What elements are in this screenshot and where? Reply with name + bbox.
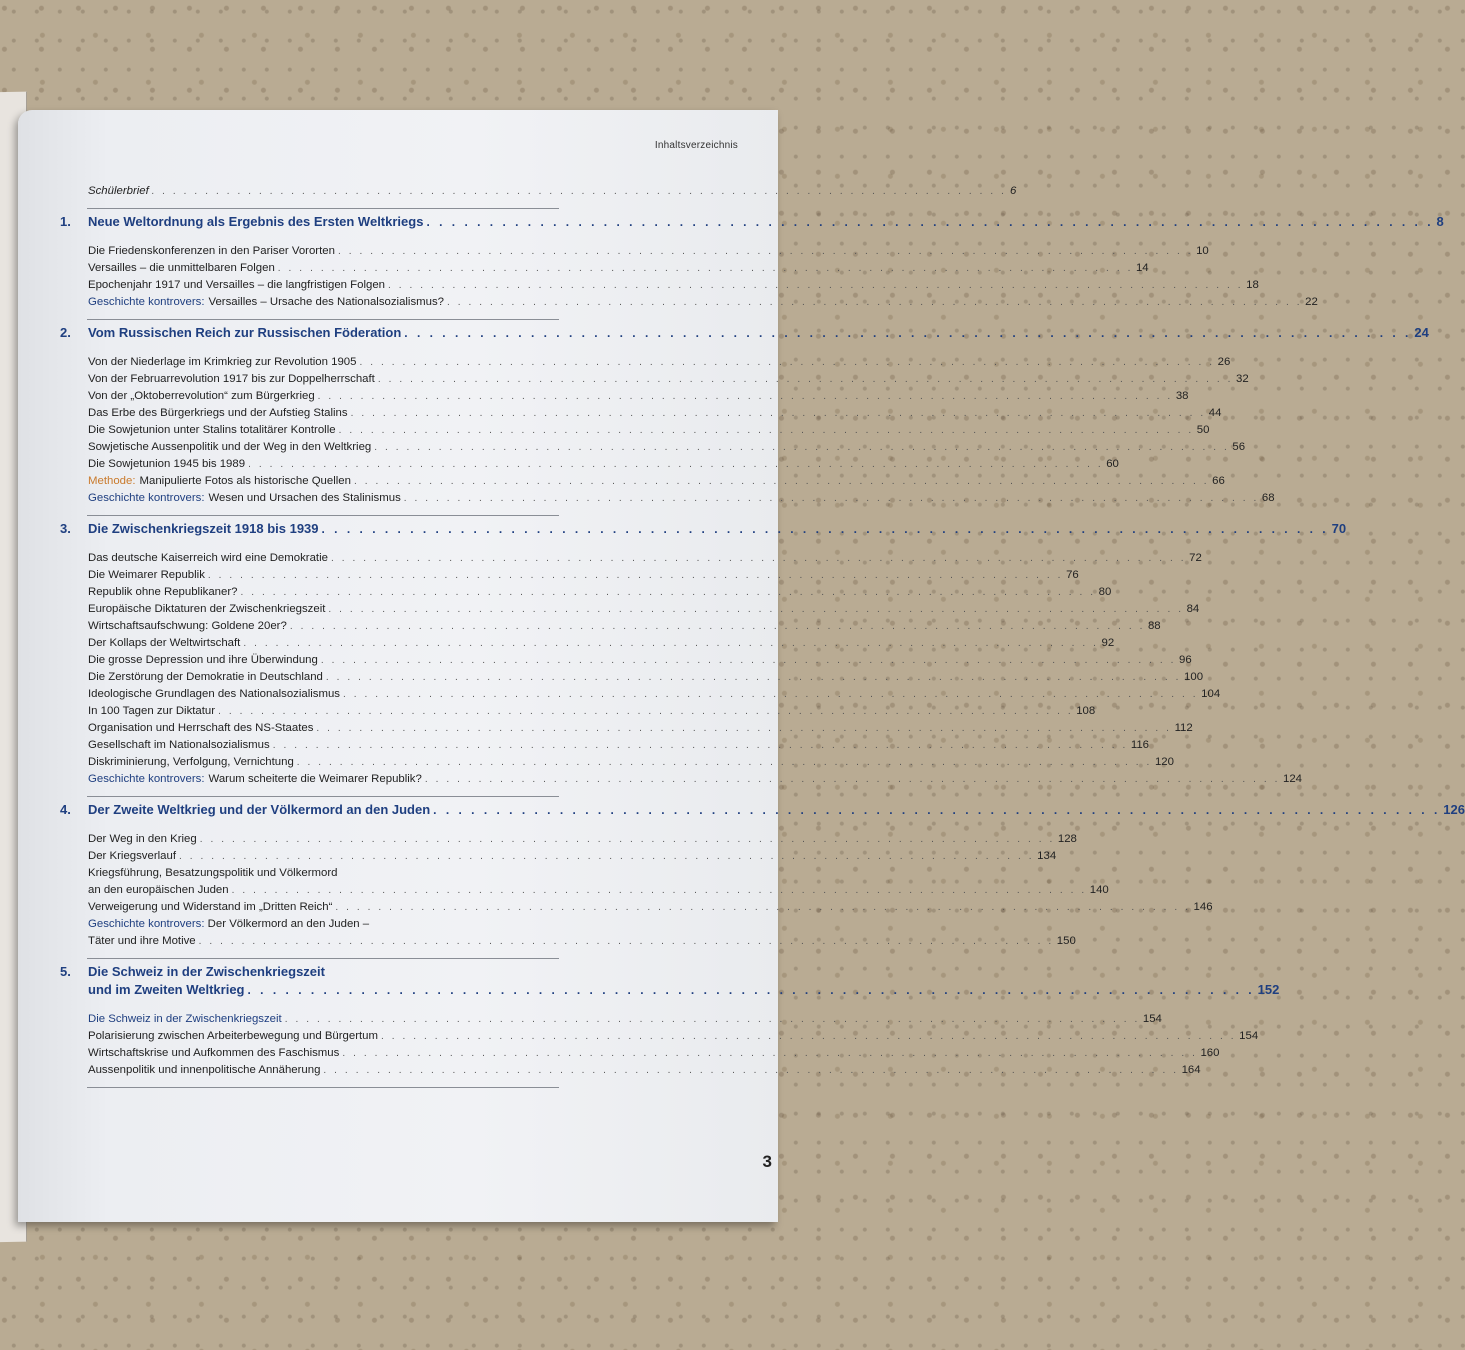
dot-leader: . . . . . . . . . . . . . . . . . . . . . . . . . . . . . . . . . . . . . . . . . . . . . . . . . . . . . . . . . . . . . . . . . . . . . . . . . . . . . . . .	[433, 803, 1441, 817]
entry-page: 68	[1261, 492, 1275, 504]
dot-leader: . . . . . . . . . . . . . . . . . . . . . . . . . . . . . . . . . . . . . . . . . . . . . . . . . . . . . . . . . . . . . . . . . . . . . . . . . . . . . . . .	[426, 215, 1434, 229]
divider	[87, 319, 559, 320]
chapter-title-line1	[60, 963, 558, 981]
entry-label: Diskriminierung, Verfolgung, Vernichtung	[88, 756, 294, 768]
entry-page: 14	[1135, 262, 1149, 274]
entry-prefix: Geschichte kontrovers:	[88, 773, 205, 785]
toc-entry[interactable]	[88, 771, 1303, 788]
toc-entry[interactable]	[88, 720, 1193, 737]
entry-label: Epochenjahr 1917 und Versailles – die langfristigen Folgen	[88, 279, 385, 291]
entry-label: Polarisierung zwischen Arbeiterbewegung und Bürgertum	[88, 1030, 378, 1042]
running-header: Inhaltsverzeichnis	[654, 140, 738, 151]
entry-page: 164	[1181, 1064, 1201, 1076]
toc-entry[interactable]	[88, 490, 1275, 507]
entry-page: 56	[1232, 441, 1246, 453]
toc-entry[interactable]	[88, 1062, 1201, 1079]
toc-entry[interactable]	[88, 1011, 1162, 1028]
entry-label-line1: Der Völkermord an den Juden –	[207, 918, 370, 930]
entry-label: Gesellschaft im Nationalsozialismus	[88, 739, 270, 751]
entry-label: Der Weg in den Krieg	[88, 833, 197, 845]
chapter-page: 8	[1436, 214, 1444, 229]
toc-entry-schuelerbrief[interactable]	[88, 182, 1017, 200]
entry-label: Organisation und Herrschaft des NS-Staates	[88, 722, 314, 734]
entry-page: 60	[1106, 458, 1119, 470]
dot-leader: . . . . . . . . . . . . . . . . . . . . . . . . . . . . . . . . . . . . . . . . . . . . . . . . . . . . . . . . . . . . . . . . . . . . . . . . . . . . . . . .	[424, 774, 1280, 785]
entry-page: 38	[1175, 390, 1189, 402]
entry-page: 22	[1305, 296, 1318, 308]
toc-entry[interactable]	[88, 473, 1225, 490]
entry-label: Täter und ihre Motive	[88, 935, 196, 947]
entry-label: Die grosse Depression und ihre Überwindung	[88, 654, 318, 666]
chapter-title: und im Zweiten Weltkrieg	[88, 982, 245, 997]
chapter-page: 152	[1257, 982, 1280, 997]
toc-entry[interactable]	[88, 584, 1112, 601]
entry-page: 18	[1246, 279, 1259, 291]
divider	[87, 515, 559, 516]
dot-leader: . . . . . . . . . . . . . . . . . . . . . . . . . . . . . . . . . . . . . . . . . . . . . . . . . . . . . . . . . . . . . . . . . . . . . . . . . . . . . . . .	[289, 621, 1145, 632]
method-prefix: Methode:	[88, 475, 136, 487]
chapter-title-line	[60, 324, 1429, 342]
entry-label: Wesen und Ursachen des Stalinismus	[208, 492, 401, 504]
toc-entry[interactable]	[88, 831, 1077, 848]
dot-leader: . . . . . . . . . . . . . . . . . . . . . . . . . . . . . . . . . . . . . . . . . . . . . . . . . . . . . . . . . . . . . . . . . . . . . . . . . . . . . . . .	[353, 476, 1210, 487]
entry-page: 76	[1066, 569, 1079, 581]
entry-prefix: Geschichte kontrovers:	[88, 918, 205, 930]
dot-leader: . . . . . . . . . . . . . . . . . . . . . . . . . . . . . . . . . . . . . . . . . . . . . . . . . . . . . . . . . . . . . . . . . . . . . . . . . . . . . . . .	[330, 553, 1187, 564]
chapter-heading[interactable]	[60, 324, 1429, 342]
entry-label-line1: Kriegsführung, Besatzungspolitik und Völkermord	[88, 867, 338, 879]
dot-leader: . . . . . . . . . . . . . . . . . . . . . . . . . . . . . . . . . . . . . . . . . . . . . . . . . . . . . . . . . . . . . . . . . . . . . . . . . . . . . . . .	[231, 885, 1087, 896]
entry-page: 154	[1239, 1030, 1259, 1042]
entry-label: Das deutsche Kaiserreich wird eine Demokratie	[88, 552, 328, 564]
toc-entry[interactable]	[88, 550, 1202, 567]
toc-entry[interactable]	[88, 456, 1119, 473]
entry-label: Die Zerstörung der Demokratie in Deutschland	[88, 671, 323, 683]
entry-page: 32	[1236, 373, 1249, 385]
entry-page: 146	[1193, 901, 1213, 913]
toc-entry[interactable]	[88, 260, 1149, 277]
chapter-title-line	[60, 213, 1444, 231]
divider	[87, 958, 559, 959]
chapter-number: 1.	[60, 214, 71, 229]
entry-label: Versailles – Ursache des Nationalsozialismus?	[208, 296, 445, 308]
entry-page: 80	[1098, 586, 1112, 598]
dot-leader: . . . . . . . . . . . . . . . . . . . . . . . . . . . . . . . . . . . . . . . . . . . . . . . . . . . . . . . . . . . . . . . . . . . . . . . . . . . . . . . .	[404, 326, 1412, 340]
dot-leader: . . . . . . . . . . . . . . . . . . . . . . . . . . . . . . . . . . . . . . . . . . . . . . . . . . . . . . . . . . . . . . . . . . . . . . . . . . . . . . . .	[317, 391, 1173, 402]
dot-leader: . . . . . . . . . . . . . . . . . . . . . . . . . . . . . . . . . . . . . . . . . . . . . . . . . . . . . . . . . . . . . . . . . . . . . . . . . . . . . . . .	[343, 689, 1199, 700]
toc-entry[interactable]	[88, 243, 1209, 260]
entry-page: 96	[1179, 654, 1192, 666]
toc-entry[interactable]	[88, 933, 1076, 950]
divider	[87, 1087, 559, 1088]
dot-leader: . . . . . . . . . . . . . . . . . . . . . . . . . . . . . . . . . . . . . . . . . . . . . . . . . . . . . . . . . . . . . . . . . . . . . . . . . . . . . . . .	[218, 706, 1074, 717]
dot-leader: . . . . . . . . . . . . . . . . . . . . . . . . . . . . . . . . . . . . . . . . . . . . . . . . . . . . . . . . . . . . . . . . . . . . . . . . . . . . . . . .	[316, 723, 1172, 734]
entry-label: Von der „Oktoberrevolution“ zum Bürgerkrieg	[88, 390, 315, 402]
entry-label: Das Erbe des Bürgerkriegs und der Aufstieg Stalins	[88, 407, 348, 419]
dot-leader: . . . . . . . . . . . . . . . . . . . . . . . . . . . . . . . . . . . . . . . . . . . . . . . . . . . . . . . . . . . . . . . . . . . . . . . . . . . . . . . .	[277, 263, 1133, 274]
divider	[87, 208, 559, 209]
divider	[87, 796, 559, 797]
dot-leader: . . . . . . . . . . . . . . . . . . . . . . . . . . . . . . . . . . . . . . . . . . . . . . . . . . . . . . . . . . . . . . . . . . . . . . . . . . . . . . . .	[381, 1031, 1237, 1042]
entry-page: 92	[1101, 637, 1115, 649]
chapter-entries	[88, 1011, 1259, 1079]
entry-page: 116	[1130, 739, 1150, 751]
entry-label: Europäische Diktaturen der Zwischenkriegszeit	[88, 603, 326, 615]
dot-leader: . . . . . . . . . . . . . . . . . . . . . . . . . . . . . . . . . . . . . . . . . . . . . . . . . . . . . . . . . . . . . . . . . . . . . . . . . . . . . . . .	[321, 522, 1329, 536]
entry-page: 128	[1057, 833, 1077, 845]
toc-entry[interactable]	[88, 737, 1150, 754]
chapter-title: Die Zwischenkriegszeit 1918 bis 1939	[88, 521, 319, 536]
entry-label: Der Kollaps der Weltwirtschaft	[88, 637, 241, 649]
entry-page: 88	[1147, 620, 1161, 632]
dot-leader: . . . . . . . . . . . . . . . . . . . . . . . . . . . . . . . . . . . . . . . . . . . . . . . . . . . . . . . . . . . . . . . . . . . . . . . . . . . . . . . .	[179, 851, 1035, 862]
chapter-title-line2	[88, 981, 1280, 999]
entry-page: 72	[1189, 552, 1202, 564]
toc-entry[interactable]	[88, 618, 1161, 635]
toc-entry-line1	[88, 865, 558, 882]
entry-page: 50	[1196, 424, 1210, 436]
entry-page: 108	[1076, 705, 1096, 717]
dot-leader: . . . . . . . . . . . . . . . . . . . . . . . . . . . . . . . . . . . . . . . . . . . . . . . . . . . . . . . . . . . . . . . . . . . . . . . . . . . . . . . .	[323, 1065, 1179, 1076]
entry-label: Aussenpolitik und innenpolitische Annäherung	[88, 1064, 321, 1076]
chapter-page: 70	[1331, 521, 1347, 536]
table-of-contents	[60, 182, 1465, 1098]
chapter-number: 3.	[60, 521, 71, 536]
entry-label: Warum scheiterte die Weimarer Republik?	[208, 773, 422, 785]
dot-leader: . . . . . . . . . . . . . . . . . . . . . . . . . . . . . . . . . . . . . . . . . . . . . . . . . . . . . . . . . . . . . . . . . . . . . . . . . . . . . . . .	[151, 186, 1007, 197]
entry-page: 140	[1089, 884, 1109, 896]
toc-entry[interactable]	[88, 1045, 1220, 1062]
toc-entry[interactable]	[88, 882, 1109, 899]
chapter-title: Vom Russischen Reich zur Russischen Föderation	[88, 325, 402, 340]
chapter-page: 126	[1443, 802, 1465, 817]
dot-leader: . . . . . . . . . . . . . . . . . . . . . . . . . . . . . . . . . . . . . . . . . . . . . . . . . . . . . . . . . . . . . . . . . . . . . . . . . . . . . . . .	[335, 902, 1191, 913]
toc-entry[interactable]	[88, 703, 1096, 720]
entry-label: Versailles – die unmittelbaren Folgen	[88, 262, 275, 274]
entry-label: Die Schweiz in der Zwischenkriegszeit	[88, 1013, 282, 1025]
toc-entry-line1	[88, 916, 558, 933]
toc-entry[interactable]	[88, 754, 1174, 771]
chapter-entries	[88, 243, 1318, 311]
chapter-title: Der Zweite Weltkrieg und der Völkermord an den Juden	[88, 802, 431, 817]
page-number: 3	[762, 1152, 772, 1171]
entry-label: Manipulierte Fotos als historische Quellen	[139, 475, 351, 487]
entry-page: 100	[1184, 671, 1204, 683]
toc-entry[interactable]	[88, 652, 1192, 669]
chapter-title: Die Schweiz in der Zwischenkriegszeit	[88, 964, 325, 979]
dot-leader: . . . . . . . . . . . . . . . . . . . . . . . . . . . . . . . . . . . . . . . . . . . . . . . . . . . . . . . . . . . . . . . . . . . . . . . . . . . . . . . .	[359, 357, 1215, 368]
chapter-entries	[88, 550, 1303, 788]
chapter-title-line	[60, 801, 1465, 819]
chapter-heading[interactable]	[60, 801, 1465, 819]
dot-leader: . . . . . . . . . . . . . . . . . . . . . . . . . . . . . . . . . . . . . . . . . . . . . . . . . . . . . . . . . . . . . . . . . . . . . . . . . . . . . . . .	[338, 425, 1194, 436]
chapter-number: 2.	[60, 325, 71, 340]
dot-leader: . . . . . . . . . . . . . . . . . . . . . . . . . . . . . . . . . . . . . . . . . . . . . . . . . . . . . . . . . . . . . . . . . . . . . . . . . . . . . . . .	[337, 246, 1194, 257]
entry-page: 10	[1196, 245, 1209, 257]
entry-label: Wirtschaftskrise und Aufkommen des Faschismus	[88, 1047, 340, 1059]
toc-entry[interactable]	[88, 354, 1231, 371]
toc-entry[interactable]	[88, 439, 1246, 456]
toc-entry[interactable]	[88, 899, 1213, 916]
dot-leader: . . . . . . . . . . . . . . . . . . . . . . . . . . . . . . . . . . . . . . . . . . . . . . . . . . . . . . . . . . . . . . . . . . . . . . . . . . . . . . . .	[284, 1014, 1140, 1025]
entry-page: 124	[1283, 773, 1303, 785]
entry-prefix: Geschichte kontrovers:	[88, 296, 205, 308]
entry-page: 44	[1208, 407, 1222, 419]
toc-entry[interactable]	[88, 388, 1189, 405]
toc-entry[interactable]	[88, 422, 1210, 439]
entry-page: 120	[1154, 756, 1174, 768]
entry-label: Die Sowjetunion unter Stalins totalitärer Kontrolle	[88, 424, 336, 436]
dot-leader: . . . . . . . . . . . . . . . . . . . . . . . . . . . . . . . . . . . . . . . . . . . . . . . . . . . . . . . . . . . . . . . . . . . . . . . . . . . . . . . .	[320, 655, 1176, 666]
entry-page: 6	[1009, 185, 1017, 197]
chapter-number: 4.	[60, 802, 71, 817]
dot-leader: . . . . . . . . . . . . . . . . . . . . . . . . . . . . . . . . . . . . . . . . . . . . . . . . . . . . . . . . . . . . . . . . . . . . . . . . . . . . . . . .	[342, 1048, 1198, 1059]
toc-entry[interactable]	[88, 1028, 1259, 1045]
chapter-title: Neue Weltordnung als Ergebnis des Ersten Weltkriegs	[88, 214, 424, 229]
dot-leader: . . . . . . . . . . . . . . . . . . . . . . . . . . . . . . . . . . . . . . . . . . . . . . . . . . . . . . . . . . . . . . . . . . . . . . . . . . . . . . . .	[272, 740, 1128, 751]
toc-entry[interactable]	[88, 669, 1204, 686]
entry-label: Die Weimarer Republik	[88, 569, 205, 581]
toc-entry[interactable]	[88, 294, 1318, 311]
entry-page: 154	[1142, 1013, 1162, 1025]
entry-label: In 100 Tagen zur Diktatur	[88, 705, 216, 717]
entry-page: 26	[1217, 356, 1231, 368]
chapter-title-line	[60, 520, 1347, 538]
dot-leader: . . . . . . . . . . . . . . . . . . . . . . . . . . . . . . . . . . . . . . . . . . . . . . . . . . . . . . . . . . . . . . . . . . . . . . . . . . . . . . . .	[247, 983, 1255, 997]
toc-entry[interactable]	[88, 277, 1259, 294]
dot-leader: . . . . . . . . . . . . . . . . . . . . . . . . . . . . . . . . . . . . . . . . . . . . . . . . . . . . . . . . . . . . . . . . . . . . . . . . . . . . . . . .	[248, 459, 1104, 470]
entry-label: an den europäischen Juden	[88, 884, 229, 896]
entry-page: 84	[1186, 603, 1200, 615]
chapter-number: 5.	[60, 964, 71, 979]
toc-entry[interactable]	[88, 601, 1200, 618]
entry-label: Von der Niederlage im Krimkrieg zur Revolution 1905	[88, 356, 357, 368]
chapter-page: 24	[1414, 325, 1429, 340]
chapter-entries	[88, 831, 1213, 950]
entry-label: Die Sowjetunion 1945 bis 1989	[88, 458, 246, 470]
chapter-entries	[88, 354, 1275, 507]
entry-label: Sowjetische Aussenpolitik und der Weg in den Weltkrieg	[88, 441, 372, 453]
entry-page: 160	[1200, 1047, 1220, 1059]
entry-page: 134	[1037, 850, 1057, 862]
toc-entry[interactable]	[88, 686, 1221, 703]
toc-entry[interactable]	[88, 567, 1079, 584]
dot-leader: . . . . . . . . . . . . . . . . . . . . . . . . . . . . . . . . . . . . . . . . . . . . . . . . . . . . . . . . . . . . . . . . . . . . . . . . . . . . . . . .	[296, 757, 1152, 768]
chapter-heading[interactable]	[60, 963, 1280, 999]
entry-prefix: Geschichte kontrovers:	[88, 492, 205, 504]
dot-leader: . . . . . . . . . . . . . . . . . . . . . . . . . . . . . . . . . . . . . . . . . . . . . . . . . . . . . . . . . . . . . . . . . . . . . . . . . . . . . . . .	[377, 374, 1233, 385]
dot-leader: . . . . . . . . . . . . . . . . . . . . . . . . . . . . . . . . . . . . . . . . . . . . . . . . . . . . . . . . . . . . . . . . . . . . . . . . . . . . . . . .	[388, 280, 1244, 291]
entry-page: 150	[1056, 935, 1076, 947]
dot-leader: . . . . . . . . . . . . . . . . . . . . . . . . . . . . . . . . . . . . . . . . . . . . . . . . . . . . . . . . . . . . . . . . . . . . . . . . . . . . . . . .	[240, 587, 1096, 598]
dot-leader: . . . . . . . . . . . . . . . . . . . . . . . . . . . . . . . . . . . . . . . . . . . . . . . . . . . . . . . . . . . . . . . . . . . . . . . . . . . . . . . .	[403, 493, 1259, 504]
dot-leader: . . . . . . . . . . . . . . . . . . . . . . . . . . . . . . . . . . . . . . . . . . . . . . . . . . . . . . . . . . . . . . . . . . . . . . . . . . . . . . . .	[447, 297, 1303, 308]
toc-entry[interactable]	[88, 371, 1249, 388]
entry-page: 104	[1201, 688, 1221, 700]
entry-label: Die Friedenskonferenzen in den Pariser Vororten	[88, 245, 335, 257]
dot-leader: . . . . . . . . . . . . . . . . . . . . . . . . . . . . . . . . . . . . . . . . . . . . . . . . . . . . . . . . . . . . . . . . . . . . . . . . . . . . . . . .	[207, 570, 1064, 581]
entry-label: Von der Februarrevolution 1917 bis zur Doppelherrschaft	[88, 373, 375, 385]
dot-leader: . . . . . . . . . . . . . . . . . . . . . . . . . . . . . . . . . . . . . . . . . . . . . . . . . . . . . . . . . . . . . . . . . . . . . . . . . . . . . . . .	[350, 408, 1206, 419]
entry-page: 112	[1174, 722, 1193, 734]
toc-entry[interactable]	[88, 848, 1057, 865]
chapter-heading[interactable]	[60, 213, 1444, 231]
entry-label: Republik ohne Republikaner?	[88, 586, 238, 598]
dot-leader: . . . . . . . . . . . . . . . . . . . . . . . . . . . . . . . . . . . . . . . . . . . . . . . . . . . . . . . . . . . . . . . . . . . . . . . . . . . . . . . .	[374, 442, 1230, 453]
entry-label: Verweigerung und Widerstand im „Dritten Reich“	[88, 901, 333, 913]
dot-leader: . . . . . . . . . . . . . . . . . . . . . . . . . . . . . . . . . . . . . . . . . . . . . . . . . . . . . . . . . . . . . . . . . . . . . . . . . . . . . . . .	[325, 672, 1182, 683]
entry-page: 66	[1212, 475, 1225, 487]
dot-leader: . . . . . . . . . . . . . . . . . . . . . . . . . . . . . . . . . . . . . . . . . . . . . . . . . . . . . . . . . . . . . . . . . . . . . . . . . . . . . . . .	[243, 638, 1099, 649]
chapter-heading[interactable]	[60, 520, 1347, 538]
entry-label: Wirtschaftsaufschwung: Goldene 20er?	[88, 620, 287, 632]
dot-leader: . . . . . . . . . . . . . . . . . . . . . . . . . . . . . . . . . . . . . . . . . . . . . . . . . . . . . . . . . . . . . . . . . . . . . . . . . . . . . . . .	[199, 834, 1055, 845]
toc-entry[interactable]	[88, 635, 1115, 652]
book-page	[18, 110, 1465, 1222]
entry-label: Ideologische Grundlagen des Nationalsozialismus	[88, 688, 341, 700]
dot-leader: . . . . . . . . . . . . . . . . . . . . . . . . . . . . . . . . . . . . . . . . . . . . . . . . . . . . . . . . . . . . . . . . . . . . . . . . . . . . . . . .	[198, 936, 1054, 947]
toc-entry[interactable]	[88, 405, 1222, 422]
entry-label: Schülerbrief	[88, 185, 149, 197]
entry-label: Der Kriegsverlauf	[88, 850, 176, 862]
dot-leader: . . . . . . . . . . . . . . . . . . . . . . . . . . . . . . . . . . . . . . . . . . . . . . . . . . . . . . . . . . . . . . . . . . . . . . . . . . . . . . . .	[328, 604, 1184, 615]
